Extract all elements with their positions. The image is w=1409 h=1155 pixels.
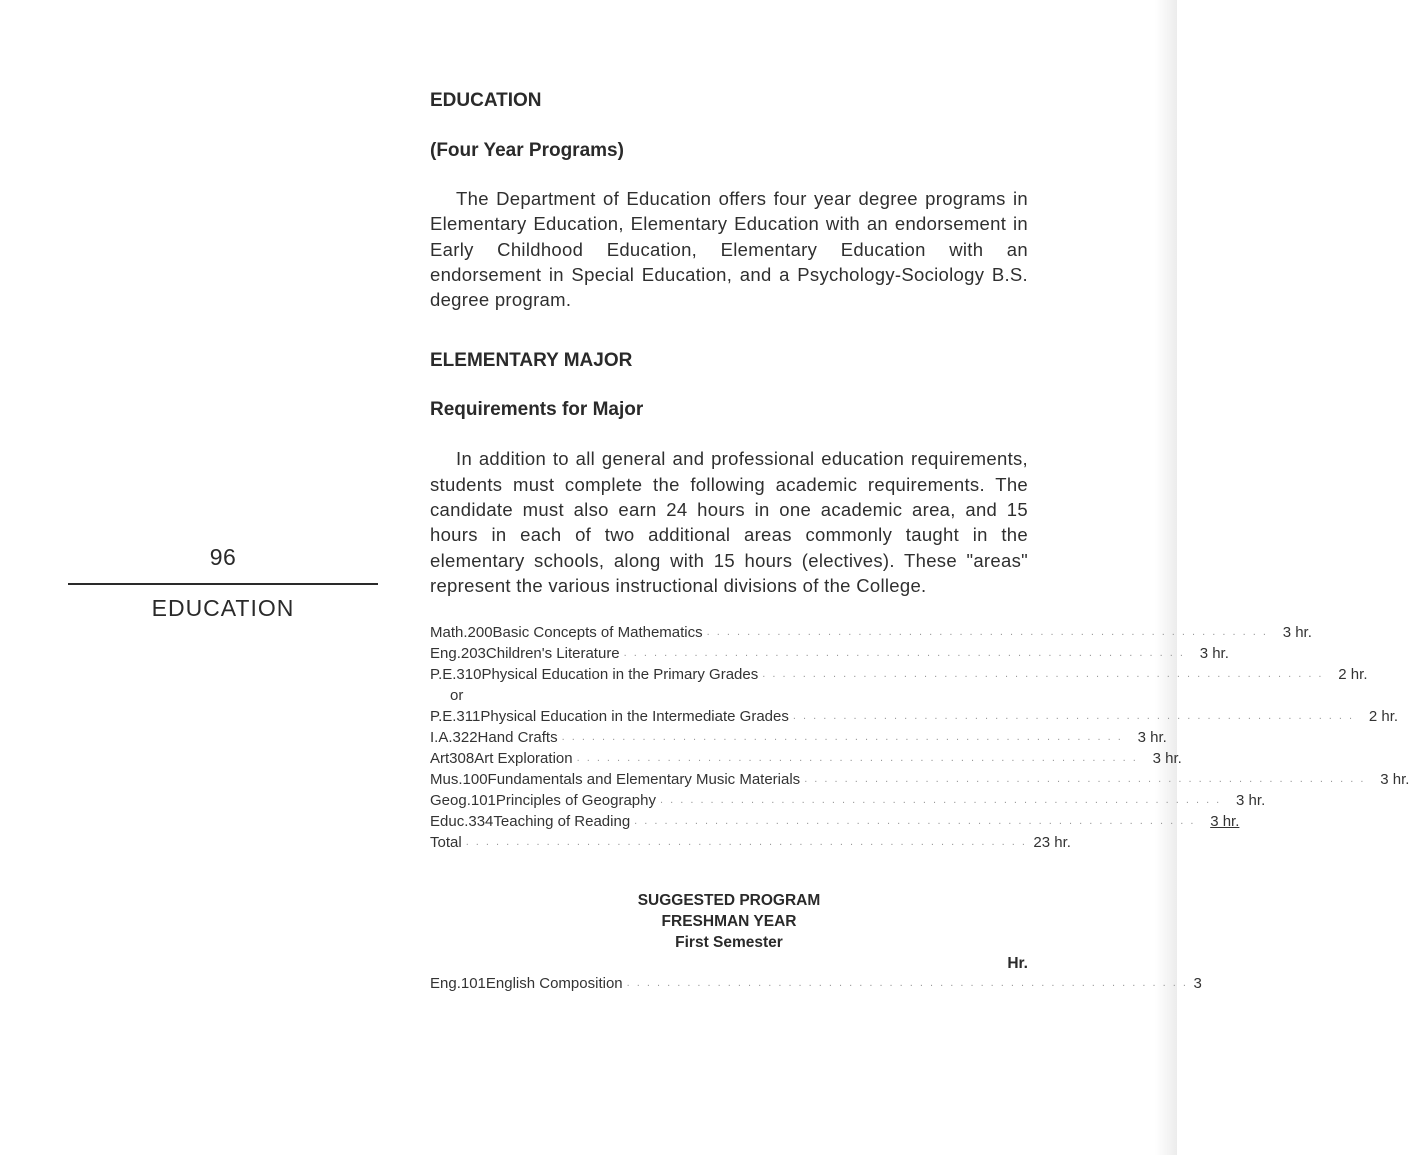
total-label: Total bbox=[430, 834, 462, 852]
course-dept: P.E. bbox=[430, 666, 457, 684]
table-row-or bbox=[430, 685, 1028, 706]
suggested-course-table bbox=[430, 973, 1202, 994]
course-requirements-table bbox=[430, 622, 1409, 853]
dot-leader: . . . . . . . . . . . . . . . . . . . . . . . . . . . . . . . . . . . . . . . . . . . . . . . . . . . . . . . . bbox=[660, 794, 1222, 807]
course-title: Art Exploration bbox=[474, 750, 573, 768]
table-row bbox=[430, 811, 1240, 832]
course-title: Principles of Geography bbox=[495, 792, 656, 810]
table-row bbox=[430, 973, 1202, 994]
table-row bbox=[430, 790, 1266, 811]
course-number: 310 bbox=[456, 666, 482, 684]
course-title-cell bbox=[488, 769, 1366, 790]
course-number: 100 bbox=[462, 771, 488, 789]
course-title-cell bbox=[430, 832, 1027, 853]
course-dept: P.E. bbox=[430, 708, 457, 726]
course-dept: I.A. bbox=[430, 729, 453, 747]
table-row bbox=[430, 727, 1167, 748]
dot-leader: . . . . . . . . . . . . . . . . . . . . . . . . . . . . . . . . . . . . . . . . . . . . . . . . . . . . . . . . bbox=[792, 710, 1355, 723]
dot-leader: . . . . . . . . . . . . . . . . . . . . . . . . . . . . . . . . . . . . . . . . . . . . . . . . . . . . . . . . bbox=[706, 626, 1268, 639]
dot-leader: . . . . . . . . . . . . . . . . . . . . . . . . . . . . . . . . . . . . . . . . . . . . . . . . . . . . . . . . bbox=[762, 668, 1324, 681]
course-dept: Eng. bbox=[430, 645, 461, 663]
dot-leader: . . . . . . . . . . . . . . . . . . . . . . . . . . . . . . . . . . . . . . . . . . . . . . . . . . . . . . . . bbox=[561, 731, 1123, 744]
course-number: 203 bbox=[460, 645, 486, 663]
table-row bbox=[430, 769, 1409, 790]
hours-column-header: Hr. bbox=[1007, 955, 1028, 973]
course-number: 101 bbox=[460, 975, 486, 993]
course-dept: Mus. bbox=[430, 771, 463, 789]
course-title-cell bbox=[493, 622, 1268, 643]
course-hours: 3 hr. bbox=[1210, 813, 1240, 831]
main-content bbox=[430, 90, 1409, 994]
table-row bbox=[430, 664, 1368, 685]
course-number: 322 bbox=[452, 729, 478, 747]
suggested-program-title: SUGGESTED PROGRAM bbox=[637, 892, 821, 910]
dot-leader: . . . . . . . . . . . . . . . . . . . . . . . . . . . . . . . . . . . . . . . . . . . . . . . . . . . . . . . . bbox=[576, 752, 1138, 765]
margin-section-label: EDUCATION bbox=[151, 595, 295, 621]
total-hours: 23 hr. bbox=[1033, 834, 1071, 852]
course-hours: 3 bbox=[1193, 975, 1202, 993]
course-number: 308 bbox=[449, 750, 475, 768]
course-number: 101 bbox=[470, 792, 496, 810]
heading-elementary-major: ELEMENTARY MAJOR bbox=[430, 350, 633, 372]
table-row bbox=[430, 643, 1229, 664]
margin-header bbox=[68, 544, 378, 622]
course-hours: 3 hr. bbox=[1380, 771, 1409, 789]
heading-education: EDUCATION bbox=[430, 90, 542, 111]
page-number: 96 bbox=[209, 544, 237, 570]
course-title: English Composition bbox=[485, 975, 623, 993]
course-title-cell bbox=[478, 727, 1123, 748]
dot-leader: . . . . . . . . . . . . . . . . . . . . . . . . . . . . . . . . . . . . . . . . . . . . . . . . . . . . . . . . bbox=[465, 836, 1027, 849]
course-dept: Art bbox=[430, 750, 450, 768]
course-dept: Educ. bbox=[430, 813, 469, 831]
heading-requirements: Requirements for Major bbox=[430, 399, 644, 421]
course-title: Hand Crafts bbox=[477, 729, 558, 747]
course-title: Fundamentals and Elementary Music Materials bbox=[487, 771, 801, 789]
course-title-cell bbox=[474, 748, 1138, 769]
dot-leader: . . . . . . . . . . . . . . . . . . . . . . . . . . . . . . . . . . . . . . . . . . . . . . . . . . . . . . . . bbox=[626, 977, 1188, 990]
course-title-cell bbox=[496, 790, 1221, 811]
course-hours: 2 hr. bbox=[1338, 666, 1368, 684]
course-number: 334 bbox=[468, 813, 494, 831]
table-row-total bbox=[430, 832, 1071, 853]
course-title: Children's Literature bbox=[485, 645, 620, 663]
course-title-cell bbox=[481, 664, 1323, 685]
course-hours: 3 hr. bbox=[1282, 624, 1312, 642]
heading-four-year-programs: (Four Year Programs) bbox=[430, 140, 624, 161]
course-hours: 3 hr. bbox=[1199, 645, 1229, 663]
course-title-cell bbox=[480, 706, 1354, 727]
course-title-cell bbox=[486, 643, 1185, 664]
freshman-year-heading: FRESHMAN YEAR bbox=[661, 913, 797, 931]
course-hours: 3 hr. bbox=[1236, 792, 1266, 810]
or-label: or bbox=[450, 687, 464, 705]
table-row bbox=[430, 706, 1399, 727]
dot-leader: . . . . . . . . . . . . . . . . . . . . . . . . . . . . . . . . . . . . . . . . . . . . . . . . . . . . . . . . bbox=[623, 647, 1185, 660]
table-row bbox=[430, 622, 1312, 643]
course-hours: 2 hr. bbox=[1368, 708, 1399, 726]
course-hours: 3 hr. bbox=[1137, 729, 1167, 747]
dot-leader: . . . . . . . . . . . . . . . . . . . . . . . . . . . . . . . . . . . . . . . . . . . . . . . . . . . . . . . . bbox=[804, 773, 1366, 786]
dot-leader: . . . . . . . . . . . . . . . . . . . . . . . . . . . . . . . . . . . . . . . . . . . . . . . . . . . . . . . . bbox=[634, 815, 1196, 828]
first-semester-heading: First Semester bbox=[675, 934, 783, 952]
margin-divider bbox=[68, 583, 378, 585]
course-dept: Math. bbox=[430, 624, 468, 642]
table-row bbox=[430, 748, 1182, 769]
suggested-program bbox=[430, 890, 1202, 994]
course-hours: 3 hr. bbox=[1152, 750, 1182, 768]
course-number: 311 bbox=[456, 708, 481, 726]
course-title: Teaching of Reading bbox=[493, 813, 631, 831]
course-dept: Eng. bbox=[430, 975, 461, 993]
course-title: Physical Education in the Intermediate Grades bbox=[480, 708, 789, 726]
course-title-cell bbox=[486, 973, 1188, 994]
course-dept: Geog. bbox=[430, 792, 471, 810]
course-number: 200 bbox=[467, 624, 493, 642]
course-title: Physical Education in the Primary Grades bbox=[481, 666, 759, 684]
paragraph-intro: The Department of Education offers four year degree programs in Elementary Education, Elementary Education with an endorsement in Early Childhood Education, Elementary Education with an endorsement in Special Education, and a Psychology-Sociology B.S. degree program. bbox=[430, 188, 1028, 311]
course-title-cell bbox=[493, 811, 1195, 832]
paragraph-requirements: In addition to all general and professional education requirements, students must complete the following academic requirements. The candidate must also earn 24 hours in one academic area, and 15 hours in each of two additional areas commonly taught in the elementary schools, along with 15 hours (electives). These "areas" represent the various instructional divisions of the College. bbox=[430, 448, 1028, 596]
course-title: Basic Concepts of Mathematics bbox=[492, 624, 703, 642]
